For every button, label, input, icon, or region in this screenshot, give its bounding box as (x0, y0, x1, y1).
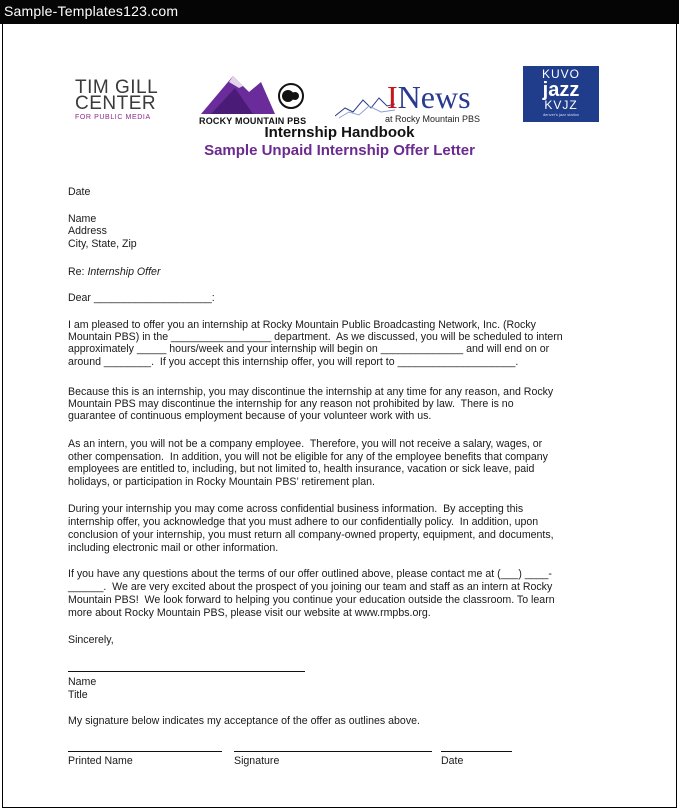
recipient-address: Address (68, 225, 107, 237)
tim-gill-logo-line2: CENTER (75, 93, 157, 114)
tim-gill-center-logo (75, 77, 171, 122)
recipient-name: Name (68, 213, 97, 225)
paragraph-offer-line: Mountain PBS) in the _________________ department. As we discussed, you will be scheduled to intern (68, 331, 563, 343)
kuvo-jazz-logo (523, 66, 599, 122)
paragraph-confidential-line: During your internship you may come across confidential business information. By accepting this (68, 503, 524, 515)
recipient-city-state-zip: City, State, Zip (68, 238, 137, 250)
signature-label: Signature (234, 755, 280, 767)
pbs-logo-caption: ROCKY MOUNTAIN PBS (199, 116, 307, 126)
printed-name-line (68, 751, 222, 752)
salutation: Dear ____________________: (68, 292, 215, 304)
letter-page (2, 24, 677, 808)
kuvo-logo-line1: KUVO (541, 67, 580, 81)
date-line (441, 751, 512, 752)
paragraph-contact-line: more about Rocky Mountain PBS, please visit our website at www.rmpbs.org. (68, 607, 431, 619)
signer-title: Title (68, 689, 88, 701)
paragraph-employee-line: employees are entitled to, including, but not limited to, health insurance, vacation or sick leave, paid (68, 463, 535, 475)
paragraph-contact-line: ______. We are very excited about the prospect of you joining our team and staff as an intern at Rocky (68, 581, 553, 593)
paragraph-offer-line: I am pleased to offer you an internship at Rocky Mountain Public Broadcasting Network, Inc. (Rocky (68, 319, 536, 331)
mountain-icon (199, 72, 309, 116)
document-subtitle: Sample Unpaid Internship Offer Letter (204, 142, 475, 159)
inews-logo-word (387, 80, 471, 114)
signer-name: Name (68, 676, 97, 688)
re-label: Re: (68, 266, 85, 278)
kuvo-logo-line3: KVJZ (544, 98, 578, 112)
paragraph-offer-line: around ________. If you accept this internship offer, you will report to ____________________. (68, 356, 519, 368)
inews-logo-i: I (387, 79, 398, 115)
paragraph-contact-line: If you have any questions about the terms of our offer outlined above, please contact me at (___) ____- (68, 568, 552, 580)
kuvo-logo-line4: denver's jazz station (542, 112, 580, 117)
document-title: Internship Handbook (264, 124, 415, 141)
site-name: Sample-Templates123.com (4, 3, 179, 19)
paragraph-confidential-line: internship offer, you acknowledge that you must adhere to our confidentially policy. In addition, upon (68, 516, 539, 528)
paragraph-employee-line: holidays, or participation in Rocky Mountain PBS’ retirement plan. (68, 476, 375, 488)
printed-name-label: Printed Name (68, 755, 133, 767)
paragraph-discontinue-line: guarantee of continuous employment because of your volunteer work with us. (68, 410, 432, 422)
rocky-mountain-pbs-logo (199, 72, 309, 128)
signature-line (234, 751, 432, 752)
tim-gill-logo-line3: FOR PUBLIC MEDIA (75, 114, 151, 121)
inews-logo (335, 80, 495, 130)
paragraph-confidential-line: conclusion of your internship, you must return all company-owned property, equipment, and documents, (68, 529, 554, 541)
kuvo-logo-line2: jazz (542, 79, 580, 101)
paragraph-contact-line: Mountain PBS! We look forward to helping you continue your education outside the classroom. To learn (68, 594, 555, 606)
inews-logo-caption: at Rocky Mountain PBS (385, 114, 481, 124)
paragraph-confidential-line: including electronic mail or other information. (68, 542, 279, 554)
sender-signature-line (68, 671, 305, 672)
acceptance-statement: My signature below indicates my acceptance of the offer as outlines above. (68, 715, 420, 727)
date-sign-label: Date (441, 755, 464, 767)
site-banner (0, 0, 679, 24)
inews-logo-news: News (397, 79, 471, 115)
paragraph-offer-line: approximately _____ hours/week and your internship will begin on ______________ and will end on or (68, 343, 550, 355)
paragraph-employee-line: As an intern, you will not be a company employee. Therefore, you will not receive a salary, wages, or (68, 438, 543, 450)
paragraph-discontinue-line: Because this is an internship, you may discontinue the internship at any time for any reason, and Rocky (68, 386, 554, 398)
closing: Sincerely, (68, 634, 114, 646)
date-label: Date (68, 186, 91, 198)
re-line (68, 266, 160, 278)
paragraph-employee-line: other compensation. In addition, you will not be eligible for any of the employee benefits that company (68, 451, 548, 463)
re-value: Internship Offer (87, 266, 161, 278)
tim-gill-logo-line1: TIM GILL (75, 77, 159, 98)
paragraph-discontinue-line: Mountain PBS may discontinue the internship for any reason not prohibited by law. There is no (68, 398, 514, 410)
